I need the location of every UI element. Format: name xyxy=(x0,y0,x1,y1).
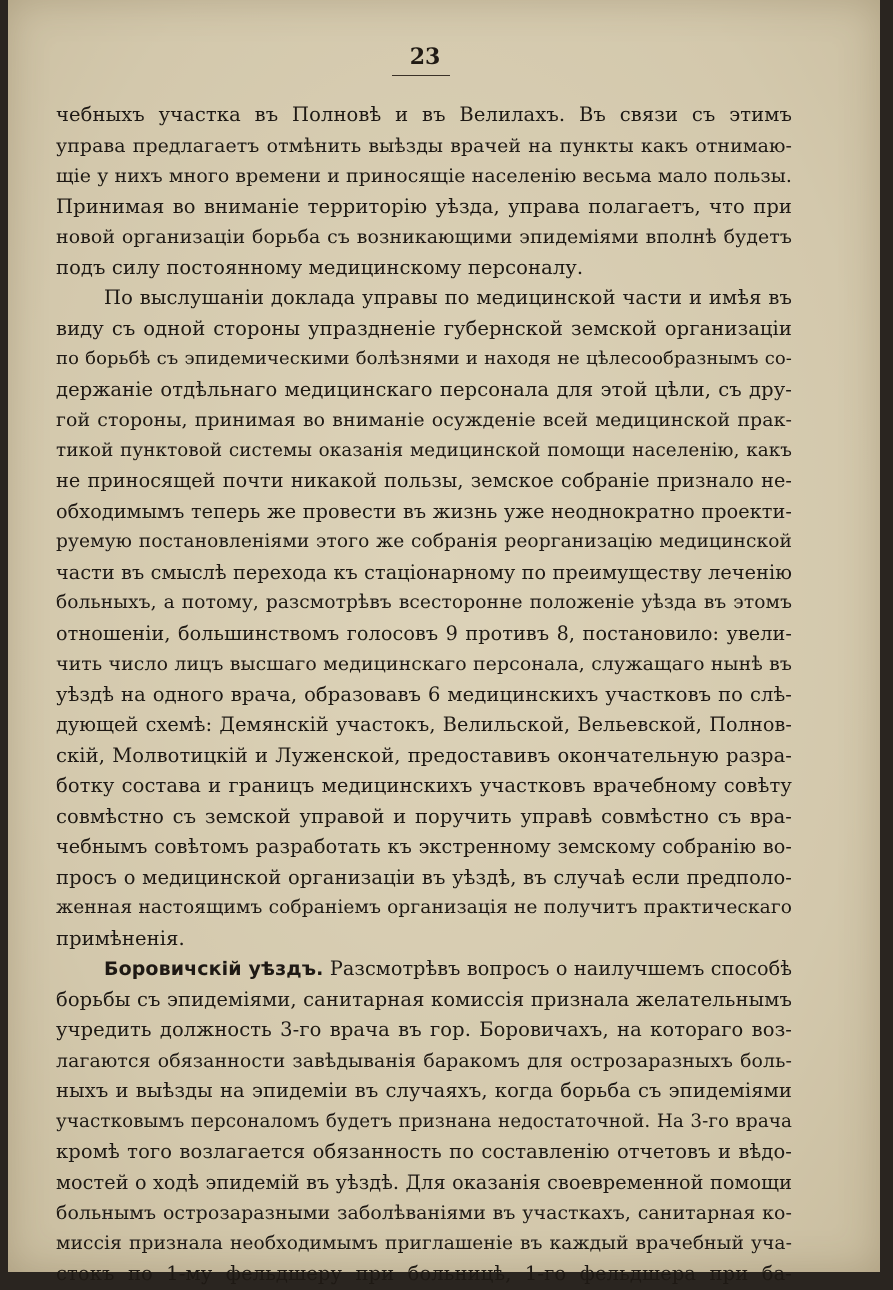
text-line: участковымъ персоналомъ будетъ признана недостаточной. На 3-го врача xyxy=(56,1110,792,1132)
text-line: скій, Молвотицкій и Луженской, предоставивъ окончательную разра- xyxy=(56,743,792,767)
text-line: стокъ по 1-му фельдшеру при больницѣ, 1-го фельдшера при ба- xyxy=(56,1262,792,1285)
text-line: новой организаціи борьба съ возникающими эпидеміями вполнѣ будетъ xyxy=(56,226,792,248)
text-line: просъ о медицинской организаціи въ уѣздѣ, въ случаѣ если предполо- xyxy=(56,865,792,889)
text-line: ботку состава и границъ медицинскихъ участковъ врачебному совѣту xyxy=(56,774,792,797)
text-line-rest: Разсмотрѣвъ вопросъ о наилучшемъ способѣ xyxy=(329,957,792,980)
text-line: чить число лицъ высшаго медицинскаго персонала, служащаго нынѣ въ xyxy=(56,653,792,675)
text-line: учредить должность 3-го врача въ гор. Боровичахъ, на котораго воз- xyxy=(56,1018,792,1041)
text-line: женная настоящимъ собраніемъ организація не получитъ практическаго xyxy=(56,897,792,918)
text-line: уѣздѣ на одного врача, образовавъ 6 медицинскихъ участковъ по слѣ- xyxy=(56,682,792,706)
text-line: отношеніи, большинствомъ голосовъ 9 противъ 8, постановило: увели- xyxy=(56,621,792,645)
text-line: обходимымъ теперь же провести въ жизнь уже неоднократно проекти- xyxy=(56,499,792,523)
text-line: по борьбѣ съ эпидемическими болѣзнями и находя не цѣлесообразнымъ со- xyxy=(56,348,792,369)
document-page xyxy=(8,0,880,1285)
text-line: чебнымъ совѣтомъ разработать къ экстренному земскому собранію во- xyxy=(56,835,792,858)
text-line: ныхъ и выѣзды на эпидеміи въ случаяхъ, когда борьба съ эпидеміями xyxy=(56,1079,792,1102)
text-line: чебныхъ участка въ Полновѣ и въ Велилахъ. Въ связи съ этимъ xyxy=(56,103,792,126)
text-line: части въ смыслѣ перехода къ стаціонарному по преимуществу леченію xyxy=(56,560,792,584)
text-line: лагаются обязанности завѣдыванія баракомъ для острозаразныхъ боль- xyxy=(56,1049,792,1072)
text-line: подъ силу постоянному медицинскому персоналу. xyxy=(56,255,584,279)
text-line: виду съ одной стороны упраздненіе губернской земской организаціи xyxy=(56,316,792,340)
text-line xyxy=(56,954,792,985)
body-text xyxy=(56,100,792,1290)
section-heading: Боровичскій уѣздъ. xyxy=(104,958,324,980)
text-line: примѣненія. xyxy=(56,926,185,950)
text-line: дующей схемѣ: Демянскій участокъ, Велильской, Вельевской, Полнов- xyxy=(56,713,792,736)
text-line: управа предлагаетъ отмѣнить выѣзды врачей на пункты какъ отнимаю- xyxy=(56,134,792,157)
text-line: борьбы съ эпидеміями, санитарная комиссія признала желательнымъ xyxy=(56,987,792,1011)
text-line: миссія признала необходимымъ приглашеніе въ каждый врачебный уча- xyxy=(56,1232,792,1254)
page-number: 23 xyxy=(409,44,441,70)
text-line: щіе у нихъ много времени и приносящіе населенію весьма мало пользы. xyxy=(56,165,792,187)
text-line: гой стороны, принимая во вниманіе осужденіе всей медицинской прак- xyxy=(56,409,792,431)
text-line: больнымъ острозаразными заболѣваніями въ участкахъ, санитарная ко- xyxy=(56,1202,792,1224)
page-number-rule xyxy=(392,75,450,76)
text-line: Принимая во вниманіе территорію уѣзда, управа полагаетъ, что при xyxy=(56,194,792,218)
text-line: руемую постановленіями этого же собранія реорганизацію медицинской xyxy=(56,531,792,552)
text-line: совмѣстно съ земской управой и поручить управѣ совмѣстно съ вра- xyxy=(56,804,792,828)
text-line: тикой пунктовой системы оказанія медицинской помощи населенію, какъ xyxy=(56,439,792,461)
text-line: По выслушаніи доклада управы по медицинской части и имѣя въ xyxy=(104,286,792,309)
text-line: держаніе отдѣльнаго медицинскаго персонала для этой цѣли, съ дру- xyxy=(56,377,792,401)
text-line: мостей о ходѣ эпидемій въ уѣздѣ. Для оказанія своевременной помощи xyxy=(56,1170,792,1194)
text-line: не приносящей почти никакой пользы, земское собраніе признало не- xyxy=(56,469,792,492)
text-line: больныхъ, а потому, разсмотрѣвъ всесторонне положеніе уѣзда въ этомъ xyxy=(56,592,792,613)
text-line: кромѣ того возлагается обязанность по составленію отчетовъ и вѣдо- xyxy=(56,1140,792,1163)
